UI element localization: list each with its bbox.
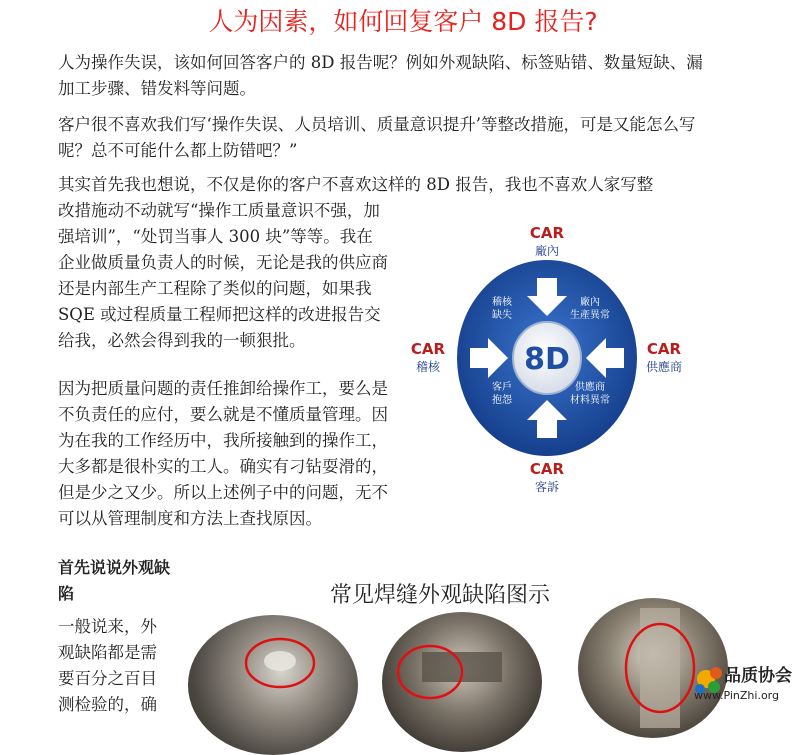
quad-tl-line1: 稽核 [492,297,512,308]
car-left: CAR 稽核 [410,340,446,374]
weld-defects-title: 常见焊缝外观缺陷图示 [330,583,551,608]
quad-br-line2: 材料異常 [570,395,610,406]
quad-tr-line2: 生產異常 [570,310,610,321]
pinzhi-logo [690,659,800,707]
paragraph-1: 人为操作失误，该如何回答客户的 8D 报告呢？例如外观缺陷、标签贴错、数量短缺、漏加工步骤、错发料等问题。 [58,53,703,98]
paragraph-3-continued: 改措施动不动就写“操作工质量意识不强，加强培训”，“处罚当事人 300 块”等等。我在企业做质量负责人的时候，无论是我的供应商还是内部生产工程除了类似的问题，如果我 SQE 或过程质量工程师把这样的改进报告交给我，必然会得到我的一顿狠批。 [58,201,388,350]
paragraph-2: 客户很不喜欢我们写‘操作失误、人员培训、质量意识提升’等整改措施，可是又能怎么写呢？总不可能什么都上防错吧？” [58,115,696,160]
quad-tr-line1: 廠內 [580,297,600,308]
8d-car-diagram [392,210,702,500]
section-heading-appearance-defects: 首先说说外观缺陷 [58,558,171,603]
weld-photo-2-marks [382,612,542,752]
paragraph-3: 其实首先我也想说，不仅是你的客户不喜欢这样的 8D 报告，我也不喜欢人家写整 [58,175,654,194]
weld-photo-1 [188,615,358,755]
quad-bl-line1: 客戶 [492,382,512,393]
quad-tl-line2: 缺失 [492,310,512,321]
weld-photo-1-marks [188,615,358,755]
logo-url: www.PinZhi.org [694,689,779,702]
weld-photo-2 [382,612,542,752]
paragraph-5: 一般说来，外观缺陷都是需要百分之百目测检验的，确 [58,617,157,714]
center-8d-label: 8D [524,342,570,377]
quad-bl-line2: 抱怨 [492,395,512,406]
car-right: CAR 供應商 [645,340,682,374]
car-bottom: CAR 客訴 [529,460,565,494]
logo-name: 品质协会 [724,666,792,686]
car-top: CAR 廠內 [529,224,565,258]
paragraph-4: 因为把质量问题的责任推卸给操作工，要么是不负责任的应付，要么就是不懂质量管理。因为在我的工作经历中，我所接触到的操作工，大多都是很朴实的工人。确实有刁钻耍滑的，但是少之又少。所以上述例子中的问题，无不可以从管理制度和方法上查找原因。 [58,379,388,528]
quad-br-line1: 供應商 [575,382,605,393]
page-title: 人为因素，如何回复客户 8D 报告? [208,7,598,36]
